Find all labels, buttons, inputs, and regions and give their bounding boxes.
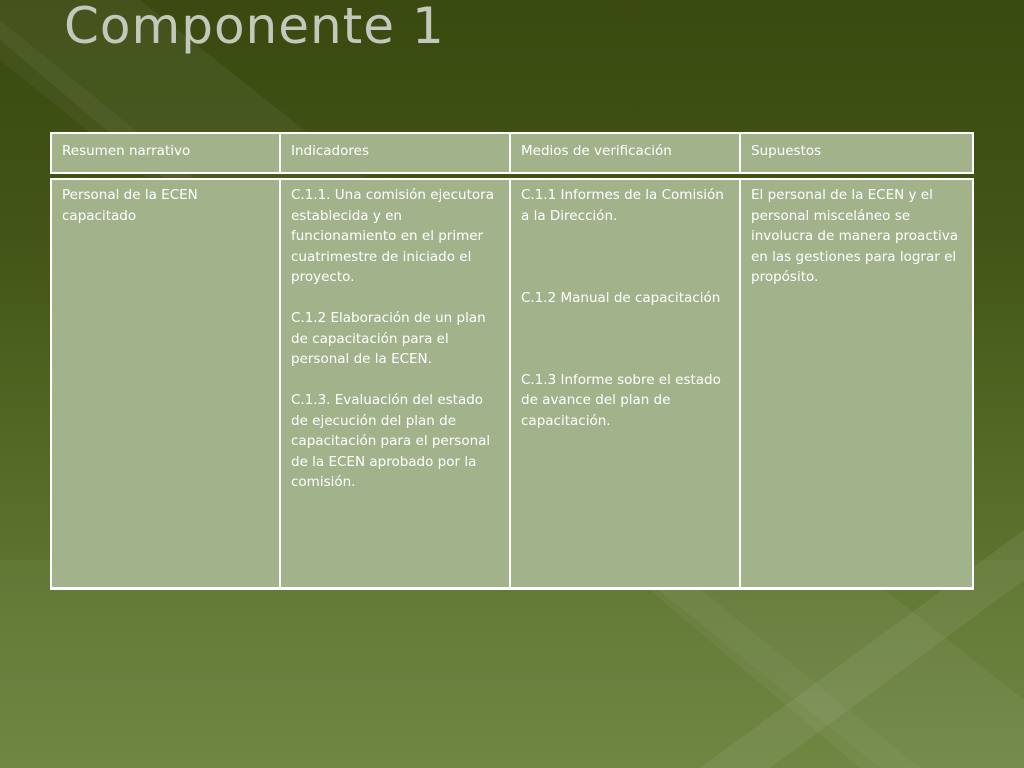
slide-title: Componente 1 [64,0,445,55]
cell-resumen-narrativo [50,178,281,590]
medio-c12: C.1.2 Manual de capacitación [521,289,721,306]
resumen-text: Personal de la ECEN capacitado [62,187,198,224]
matrix-table [50,132,974,590]
medio-c13: C.1.3 Informe sobre el estado de avance del plan de capacitación. [521,371,721,429]
cell-indicadores [281,178,511,590]
cell-supuestos [741,178,974,590]
indicador-c12: C.1.2 Elaboración de un plan de capacitación para el personal de la ECEN. [291,310,486,367]
header-medios-de-verificacion: Medios de verificación [511,132,741,174]
medio-c11: C.1.1 Informes de la Comisión a la Dirección. [521,187,724,224]
header-row [50,132,974,174]
header-indicadores: Indicadores [281,132,511,174]
table-row [50,178,974,590]
cell-medios-de-verificacion [511,178,741,590]
logframe-table [50,132,974,590]
indicador-c13: C.1.3. Evaluación del estado de ejecución del plan de capacitación para el personal de la ECEN aprobado por la comisión. [291,392,491,490]
indicador-c11: C.1.1. Una comisión ejecutora establecida y en funcionamiento en el primer cuatrimestre de iniciado el proyecto. [291,187,494,285]
header-resumen-narrativo: Resumen narrativo [50,132,281,174]
supuestos-text: El personal de la ECEN y el personal misceláneo se involucra de manera proactiva en las gestiones para lograr el propósito. [751,187,959,285]
header-supuestos: Supuestos [741,132,974,174]
